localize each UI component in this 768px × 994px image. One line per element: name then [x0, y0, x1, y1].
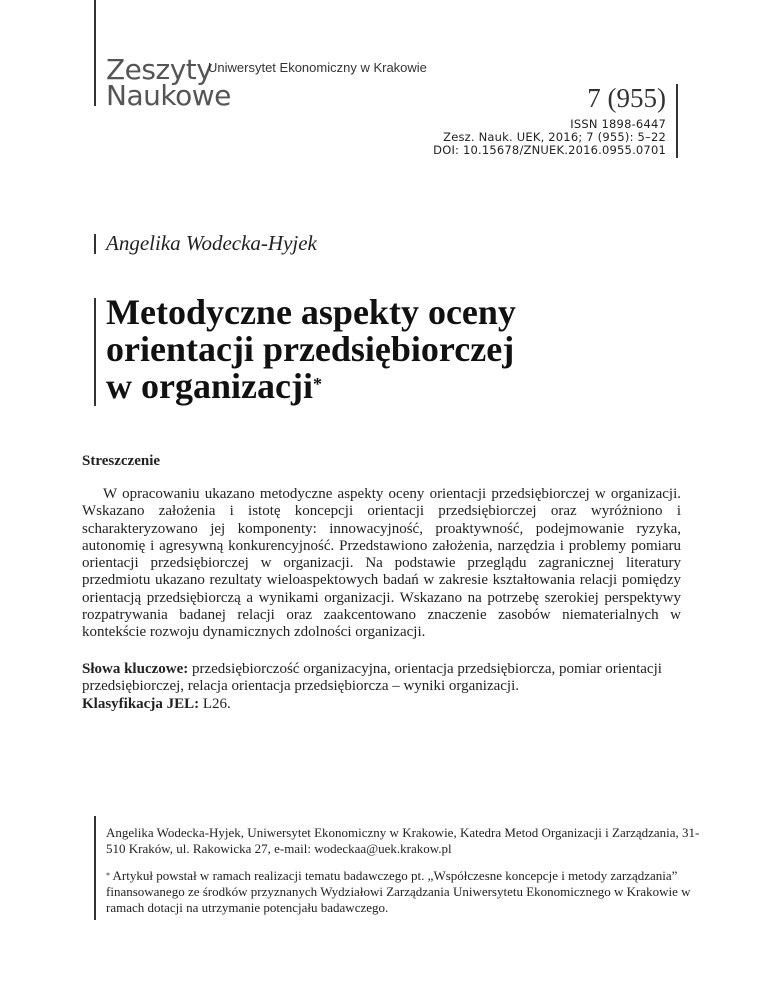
author-affiliation: Angelika Wodecka-Hyjek, Uniwersytet Ekonomiczny w Krakowie, Katedra Metod Organizacji i Zarządzania, 31-510 Kraków, ul. Rakowicka 27, e-mail: wodeckaa@uek.krakow.pl [106, 825, 700, 856]
footnote-mark: * [106, 871, 110, 880]
university-name: Uniwersytet Ekonomiczny w Krakowie [208, 60, 427, 75]
article-footnote [106, 868, 705, 916]
journal-name-line2: Naukowe [106, 79, 231, 112]
keywords-label: Słowa kluczowe: [82, 661, 189, 677]
header-right-rule [676, 84, 678, 158]
article-title [106, 294, 516, 405]
issue-number: 7 (955) [587, 83, 666, 113]
keywords-text: przedsiębiorczość organizacyjna, orientacja przedsiębiorcza, pomiar orientacji przedsiębiorczej, relacja orientacja przedsiębiorcza – wyniki organizacji. [82, 661, 662, 695]
jel-label: Klasyfikacja JEL: [82, 695, 200, 712]
author-rule [94, 234, 96, 254]
issn: ISSN 1898-6447 [570, 117, 666, 131]
doi: DOI: 10.15678/ZNUEK.2016.0955.0701 [433, 143, 666, 157]
jel-code: L26. [202, 695, 231, 712]
footnote-text: Artykuł powstał w ramach realizacji tematu badawczego pt. „Współczesne koncepcje i metody zarządzania” finansowanego ze środków przyznanych Wydziałowi Zarządzania Uniwersytetu Ekonomicznego w Krakowie w ramach dotacji na utrzymanie potencjału badawczego. [106, 868, 691, 915]
title-footnote-mark: * [312, 374, 322, 394]
abstract-heading: Streszczenie [82, 453, 161, 469]
journal-name-line1: Zeszyty [106, 53, 213, 86]
abstract-text: W opracowaniu ukazano metodyczne aspekty oceny orientacji przedsiębiorczej w organizacji. Wskazano założenia i istotę koncepcji orientacji przedsiębiorczej oraz wyróżniono i scharakteryzowano jej komponenty: innowacyjność, proaktywność, podejmowanie ryzyka, autonomię i agresywną konkurencyjność. Przedstawiono założenia, narzędzia i problemy pomiaru orientacji przedsiębiorczej w organizacji. Na podstawie przeglądu zagranicznej literatury przedmiotu ukazano rezultaty wieloaspektowych badań w zakresie kształtowania relacji pomiędzy orientacją przedsiębiorczą a wynikami organizacji. Wskazano na potrzebę szerokiej perspektywy rozpatrywania badanej relacji oraz zaakcentowano znaczenie zasobów niematerialnych w kontekście rozwoju dynamicznych zdolności organizacji. [82, 486, 681, 641]
article-author: Angelika Wodecka-Hyjek [106, 231, 317, 255]
title-rule [94, 298, 96, 406]
title-line-1: Metodyczne aspekty oceny [106, 292, 516, 332]
citation: Zesz. Nauk. UEK, 2016; 7 (955): 5–22 [443, 130, 666, 144]
footnote-rule [94, 816, 96, 920]
header-left-rule [94, 0, 96, 106]
title-line-3: w organizacji* [106, 366, 322, 406]
title-line-2: orientacji przedsiębiorczej [106, 329, 515, 369]
keywords [82, 661, 681, 713]
